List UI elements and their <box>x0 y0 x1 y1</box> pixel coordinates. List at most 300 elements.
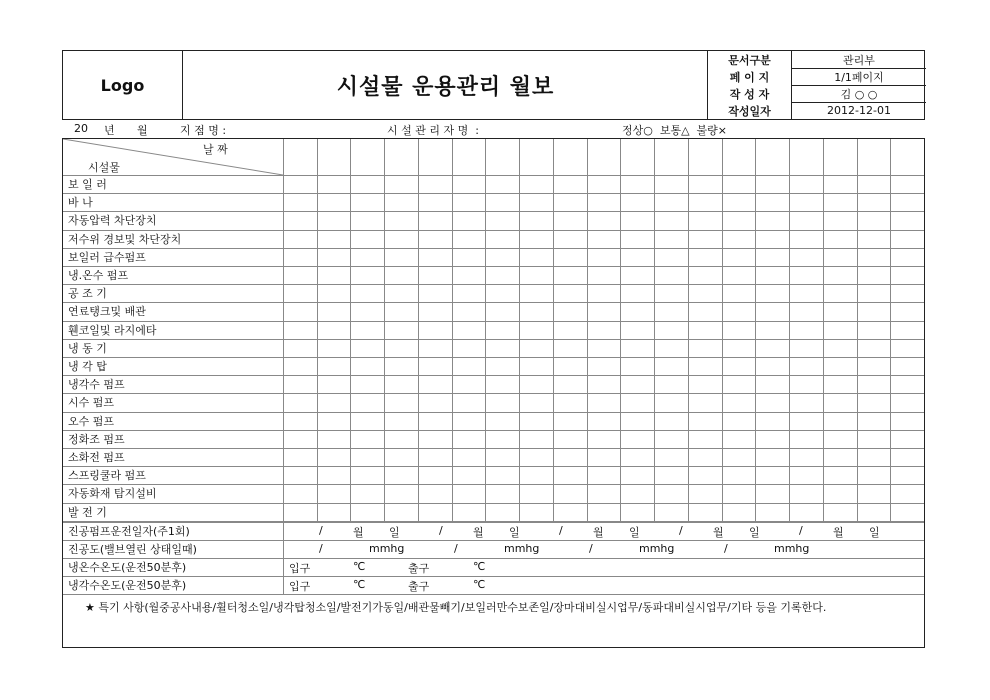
status-cell[interactable] <box>857 448 891 466</box>
status-cell[interactable] <box>519 302 553 320</box>
pump-run-entry[interactable]: 월 <box>473 526 484 539</box>
status-cell[interactable] <box>823 375 857 393</box>
pump-run-entry[interactable]: 일 <box>749 526 760 539</box>
status-cell[interactable] <box>890 484 924 502</box>
status-cell[interactable] <box>283 248 317 266</box>
status-cell[interactable] <box>587 375 621 393</box>
pump-run-entry[interactable]: / <box>439 524 443 537</box>
status-cell[interactable] <box>350 393 384 411</box>
status-cell[interactable] <box>890 230 924 248</box>
status-cell[interactable] <box>283 175 317 193</box>
status-cell[interactable] <box>722 375 756 393</box>
status-cell[interactable] <box>823 503 857 521</box>
status-cell[interactable] <box>789 503 823 521</box>
date-header-cell[interactable] <box>452 139 486 175</box>
status-cell[interactable] <box>722 357 756 375</box>
status-cell[interactable] <box>553 484 587 502</box>
status-cell[interactable] <box>722 302 756 320</box>
meta-value[interactable]: 김 ○ ○ <box>840 87 878 101</box>
status-cell[interactable] <box>620 175 654 193</box>
status-cell[interactable] <box>722 448 756 466</box>
status-cell[interactable] <box>722 503 756 521</box>
status-cell[interactable] <box>485 357 519 375</box>
status-cell[interactable] <box>553 393 587 411</box>
meta-value[interactable]: 1/1페이지 <box>834 70 884 84</box>
status-cell[interactable] <box>418 211 452 229</box>
vacuum-entry[interactable]: mmhg <box>369 542 405 555</box>
status-cell[interactable] <box>789 302 823 320</box>
year-unit[interactable]: 년 <box>104 124 115 137</box>
status-cell[interactable] <box>688 193 722 211</box>
status-cell[interactable] <box>418 193 452 211</box>
status-cell[interactable] <box>823 484 857 502</box>
status-cell[interactable] <box>722 248 756 266</box>
status-cell[interactable] <box>587 430 621 448</box>
status-cell[interactable] <box>823 357 857 375</box>
status-cell[interactable] <box>553 266 587 284</box>
status-cell[interactable] <box>654 339 688 357</box>
status-cell[interactable] <box>755 375 789 393</box>
status-cell[interactable] <box>350 448 384 466</box>
status-cell[interactable] <box>485 248 519 266</box>
status-cell[interactable] <box>384 248 418 266</box>
status-cell[interactable] <box>350 211 384 229</box>
hot-inlet-label[interactable]: 입구 <box>289 562 311 575</box>
status-cell[interactable] <box>283 412 317 430</box>
status-cell[interactable] <box>384 284 418 302</box>
status-cell[interactable] <box>283 266 317 284</box>
status-cell[interactable] <box>485 466 519 484</box>
status-cell[interactable] <box>890 248 924 266</box>
date-header-cell[interactable] <box>620 139 654 175</box>
status-cell[interactable] <box>587 339 621 357</box>
status-cell[interactable] <box>283 302 317 320</box>
status-cell[interactable] <box>283 193 317 211</box>
status-cell[interactable] <box>384 302 418 320</box>
pump-run-entry[interactable]: 월 <box>713 526 724 539</box>
status-cell[interactable] <box>452 448 486 466</box>
status-cell[interactable] <box>587 284 621 302</box>
status-cell[interactable] <box>890 393 924 411</box>
status-cell[interactable] <box>317 412 351 430</box>
status-cell[interactable] <box>688 248 722 266</box>
status-cell[interactable] <box>789 284 823 302</box>
status-cell[interactable] <box>317 211 351 229</box>
status-cell[interactable] <box>857 266 891 284</box>
status-cell[interactable] <box>587 248 621 266</box>
status-cell[interactable] <box>654 211 688 229</box>
status-cell[interactable] <box>688 448 722 466</box>
status-cell[interactable] <box>350 193 384 211</box>
status-cell[interactable] <box>452 339 486 357</box>
status-cell[interactable] <box>384 266 418 284</box>
pump-run-entry[interactable]: 일 <box>869 526 880 539</box>
status-cell[interactable] <box>350 230 384 248</box>
vacuum-entry[interactable]: / <box>454 542 458 555</box>
status-cell[interactable] <box>384 466 418 484</box>
status-cell[interactable] <box>688 211 722 229</box>
status-cell[interactable] <box>755 412 789 430</box>
status-cell[interactable] <box>283 230 317 248</box>
status-cell[interactable] <box>485 484 519 502</box>
status-cell[interactable] <box>553 302 587 320</box>
status-cell[interactable] <box>722 193 756 211</box>
status-cell[interactable] <box>620 211 654 229</box>
status-cell[interactable] <box>857 503 891 521</box>
status-cell[interactable] <box>519 248 553 266</box>
status-cell[interactable] <box>485 448 519 466</box>
status-cell[interactable] <box>418 230 452 248</box>
status-cell[interactable] <box>857 211 891 229</box>
status-cell[interactable] <box>688 430 722 448</box>
status-cell[interactable] <box>654 248 688 266</box>
status-cell[interactable] <box>688 302 722 320</box>
status-cell[interactable] <box>384 393 418 411</box>
status-cell[interactable] <box>283 466 317 484</box>
status-cell[interactable] <box>755 211 789 229</box>
status-cell[interactable] <box>755 248 789 266</box>
status-cell[interactable] <box>350 430 384 448</box>
status-cell[interactable] <box>890 503 924 521</box>
status-cell[interactable] <box>755 484 789 502</box>
status-cell[interactable] <box>587 393 621 411</box>
status-cell[interactable] <box>857 302 891 320</box>
status-cell[interactable] <box>654 230 688 248</box>
status-cell[interactable] <box>688 175 722 193</box>
status-cell[interactable] <box>519 321 553 339</box>
status-cell[interactable] <box>755 339 789 357</box>
status-cell[interactable] <box>755 466 789 484</box>
status-cell[interactable] <box>350 339 384 357</box>
status-cell[interactable] <box>384 448 418 466</box>
status-cell[interactable] <box>283 211 317 229</box>
status-cell[interactable] <box>823 193 857 211</box>
status-cell[interactable] <box>452 211 486 229</box>
status-cell[interactable] <box>553 230 587 248</box>
status-cell[interactable] <box>553 503 587 521</box>
status-cell[interactable] <box>283 393 317 411</box>
status-cell[interactable] <box>418 248 452 266</box>
status-cell[interactable] <box>890 375 924 393</box>
cool-inlet-label[interactable]: 입구 <box>289 580 311 593</box>
status-cell[interactable] <box>384 175 418 193</box>
status-cell[interactable] <box>452 503 486 521</box>
status-cell[interactable] <box>317 430 351 448</box>
status-cell[interactable] <box>789 375 823 393</box>
status-cell[interactable] <box>890 430 924 448</box>
status-cell[interactable] <box>350 503 384 521</box>
status-cell[interactable] <box>283 284 317 302</box>
status-cell[interactable] <box>553 284 587 302</box>
status-cell[interactable] <box>384 375 418 393</box>
status-cell[interactable] <box>418 175 452 193</box>
status-cell[interactable] <box>890 175 924 193</box>
status-cell[interactable] <box>350 321 384 339</box>
status-cell[interactable] <box>283 321 317 339</box>
vacuum-entry[interactable]: mmhg <box>774 542 810 555</box>
branch-name-field[interactable]: 지 점 명 : <box>180 124 227 137</box>
status-cell[interactable] <box>384 193 418 211</box>
status-cell[interactable] <box>722 230 756 248</box>
month-unit[interactable]: 월 <box>137 124 148 137</box>
status-cell[interactable] <box>384 484 418 502</box>
status-cell[interactable] <box>317 248 351 266</box>
status-cell[interactable] <box>755 448 789 466</box>
status-cell[interactable] <box>587 448 621 466</box>
status-cell[interactable] <box>350 484 384 502</box>
status-cell[interactable] <box>823 339 857 357</box>
date-header-cell[interactable] <box>722 139 756 175</box>
status-cell[interactable] <box>553 193 587 211</box>
status-cell[interactable] <box>789 211 823 229</box>
status-cell[interactable] <box>857 193 891 211</box>
status-cell[interactable] <box>350 412 384 430</box>
status-cell[interactable] <box>452 466 486 484</box>
status-cell[interactable] <box>688 357 722 375</box>
status-cell[interactable] <box>857 175 891 193</box>
status-cell[interactable] <box>722 393 756 411</box>
hot-outlet-label[interactable]: 출구 <box>408 562 430 575</box>
status-cell[interactable] <box>587 230 621 248</box>
status-cell[interactable] <box>722 284 756 302</box>
status-cell[interactable] <box>890 302 924 320</box>
status-cell[interactable] <box>519 430 553 448</box>
status-cell[interactable] <box>553 248 587 266</box>
status-cell[interactable] <box>823 284 857 302</box>
status-cell[interactable] <box>317 448 351 466</box>
vacuum-entry[interactable]: / <box>589 542 593 555</box>
status-cell[interactable] <box>890 448 924 466</box>
vacuum-entry[interactable]: mmhg <box>639 542 675 555</box>
status-cell[interactable] <box>317 339 351 357</box>
status-cell[interactable] <box>688 230 722 248</box>
status-cell[interactable] <box>418 284 452 302</box>
status-cell[interactable] <box>722 175 756 193</box>
status-cell[interactable] <box>485 503 519 521</box>
status-cell[interactable] <box>317 393 351 411</box>
status-cell[interactable] <box>789 248 823 266</box>
status-cell[interactable] <box>688 339 722 357</box>
status-cell[interactable] <box>890 284 924 302</box>
status-cell[interactable] <box>857 430 891 448</box>
vacuum-entry[interactable]: / <box>319 542 323 555</box>
status-cell[interactable] <box>620 284 654 302</box>
status-cell[interactable] <box>722 266 756 284</box>
status-cell[interactable] <box>587 412 621 430</box>
status-cell[interactable] <box>857 375 891 393</box>
status-cell[interactable] <box>789 321 823 339</box>
date-header-cell[interactable] <box>317 139 351 175</box>
pump-run-entry[interactable]: / <box>799 524 803 537</box>
status-cell[interactable] <box>755 393 789 411</box>
status-cell[interactable] <box>688 484 722 502</box>
status-cell[interactable] <box>755 175 789 193</box>
status-cell[interactable] <box>485 193 519 211</box>
status-cell[interactable] <box>688 266 722 284</box>
status-cell[interactable] <box>823 321 857 339</box>
status-cell[interactable] <box>350 248 384 266</box>
status-cell[interactable] <box>823 248 857 266</box>
status-cell[interactable] <box>789 430 823 448</box>
status-cell[interactable] <box>452 357 486 375</box>
status-cell[interactable] <box>789 230 823 248</box>
status-cell[interactable] <box>519 412 553 430</box>
status-cell[interactable] <box>890 193 924 211</box>
status-cell[interactable] <box>890 412 924 430</box>
status-cell[interactable] <box>587 321 621 339</box>
vacuum-entry[interactable]: mmhg <box>504 542 540 555</box>
status-cell[interactable] <box>857 484 891 502</box>
status-cell[interactable] <box>418 302 452 320</box>
date-header-cell[interactable] <box>688 139 722 175</box>
status-cell[interactable] <box>452 430 486 448</box>
status-cell[interactable] <box>418 430 452 448</box>
facility-manager-field[interactable]: 시 설 관 리 자 명 : <box>387 124 479 137</box>
status-cell[interactable] <box>418 393 452 411</box>
status-cell[interactable] <box>485 302 519 320</box>
status-cell[interactable] <box>654 448 688 466</box>
status-cell[interactable] <box>317 302 351 320</box>
status-cell[interactable] <box>587 175 621 193</box>
status-cell[interactable] <box>587 466 621 484</box>
status-cell[interactable] <box>452 248 486 266</box>
status-cell[interactable] <box>519 211 553 229</box>
status-cell[interactable] <box>620 339 654 357</box>
date-header-cell[interactable] <box>384 139 418 175</box>
status-cell[interactable] <box>722 321 756 339</box>
status-cell[interactable] <box>722 339 756 357</box>
status-cell[interactable] <box>890 339 924 357</box>
status-cell[interactable] <box>452 484 486 502</box>
status-cell[interactable] <box>620 193 654 211</box>
status-cell[interactable] <box>789 466 823 484</box>
status-cell[interactable] <box>755 266 789 284</box>
status-cell[interactable] <box>789 193 823 211</box>
status-cell[interactable] <box>317 284 351 302</box>
status-cell[interactable] <box>620 375 654 393</box>
status-cell[interactable] <box>485 430 519 448</box>
status-cell[interactable] <box>553 339 587 357</box>
status-cell[interactable] <box>350 175 384 193</box>
status-cell[interactable] <box>654 302 688 320</box>
status-cell[interactable] <box>350 466 384 484</box>
status-cell[interactable] <box>890 321 924 339</box>
status-cell[interactable] <box>789 484 823 502</box>
status-cell[interactable] <box>384 412 418 430</box>
status-cell[interactable] <box>620 230 654 248</box>
status-cell[interactable] <box>587 357 621 375</box>
status-cell[interactable] <box>789 412 823 430</box>
status-cell[interactable] <box>688 393 722 411</box>
status-cell[interactable] <box>755 321 789 339</box>
status-cell[interactable] <box>485 321 519 339</box>
status-cell[interactable] <box>452 284 486 302</box>
status-cell[interactable] <box>418 484 452 502</box>
status-cell[interactable] <box>485 375 519 393</box>
status-cell[interactable] <box>620 321 654 339</box>
status-cell[interactable] <box>519 175 553 193</box>
status-cell[interactable] <box>654 284 688 302</box>
status-cell[interactable] <box>418 412 452 430</box>
status-cell[interactable] <box>350 302 384 320</box>
status-cell[interactable] <box>654 412 688 430</box>
status-cell[interactable] <box>823 302 857 320</box>
status-cell[interactable] <box>755 302 789 320</box>
status-cell[interactable] <box>789 393 823 411</box>
meta-value[interactable]: 관리부 <box>843 53 875 67</box>
status-cell[interactable] <box>654 175 688 193</box>
status-cell[interactable] <box>620 393 654 411</box>
status-cell[interactable] <box>485 230 519 248</box>
status-cell[interactable] <box>654 466 688 484</box>
status-cell[interactable] <box>519 339 553 357</box>
status-cell[interactable] <box>283 339 317 357</box>
status-cell[interactable] <box>350 357 384 375</box>
status-cell[interactable] <box>485 211 519 229</box>
status-cell[interactable] <box>654 430 688 448</box>
status-cell[interactable] <box>620 503 654 521</box>
status-cell[interactable] <box>587 484 621 502</box>
status-cell[interactable] <box>485 175 519 193</box>
status-cell[interactable] <box>587 266 621 284</box>
status-cell[interactable] <box>620 266 654 284</box>
status-cell[interactable] <box>519 375 553 393</box>
status-cell[interactable] <box>654 503 688 521</box>
status-cell[interactable] <box>553 448 587 466</box>
status-cell[interactable] <box>857 393 891 411</box>
status-cell[interactable] <box>587 302 621 320</box>
status-cell[interactable] <box>722 412 756 430</box>
status-cell[interactable] <box>620 430 654 448</box>
date-header-cell[interactable] <box>823 139 857 175</box>
status-cell[interactable] <box>857 284 891 302</box>
status-cell[interactable] <box>485 339 519 357</box>
status-cell[interactable] <box>620 466 654 484</box>
status-cell[interactable] <box>890 211 924 229</box>
date-header-cell[interactable] <box>350 139 384 175</box>
pump-run-entry[interactable]: 월 <box>353 526 364 539</box>
status-cell[interactable] <box>418 375 452 393</box>
status-cell[interactable] <box>789 175 823 193</box>
status-cell[interactable] <box>418 266 452 284</box>
status-cell[interactable] <box>620 248 654 266</box>
status-cell[interactable] <box>823 448 857 466</box>
status-cell[interactable] <box>519 393 553 411</box>
status-cell[interactable] <box>890 357 924 375</box>
status-cell[interactable] <box>485 412 519 430</box>
status-cell[interactable] <box>755 230 789 248</box>
status-cell[interactable] <box>620 412 654 430</box>
status-cell[interactable] <box>452 302 486 320</box>
status-cell[interactable] <box>519 284 553 302</box>
status-cell[interactable] <box>587 211 621 229</box>
status-cell[interactable] <box>722 430 756 448</box>
status-cell[interactable] <box>553 211 587 229</box>
status-cell[interactable] <box>519 357 553 375</box>
status-cell[interactable] <box>688 466 722 484</box>
status-cell[interactable] <box>755 193 789 211</box>
status-cell[interactable] <box>317 503 351 521</box>
status-cell[interactable] <box>722 484 756 502</box>
pump-run-entry[interactable]: 일 <box>509 526 520 539</box>
status-cell[interactable] <box>283 375 317 393</box>
status-cell[interactable] <box>857 412 891 430</box>
status-cell[interactable] <box>654 357 688 375</box>
date-header-cell[interactable] <box>755 139 789 175</box>
status-cell[interactable] <box>553 175 587 193</box>
status-cell[interactable] <box>654 193 688 211</box>
status-cell[interactable] <box>485 284 519 302</box>
